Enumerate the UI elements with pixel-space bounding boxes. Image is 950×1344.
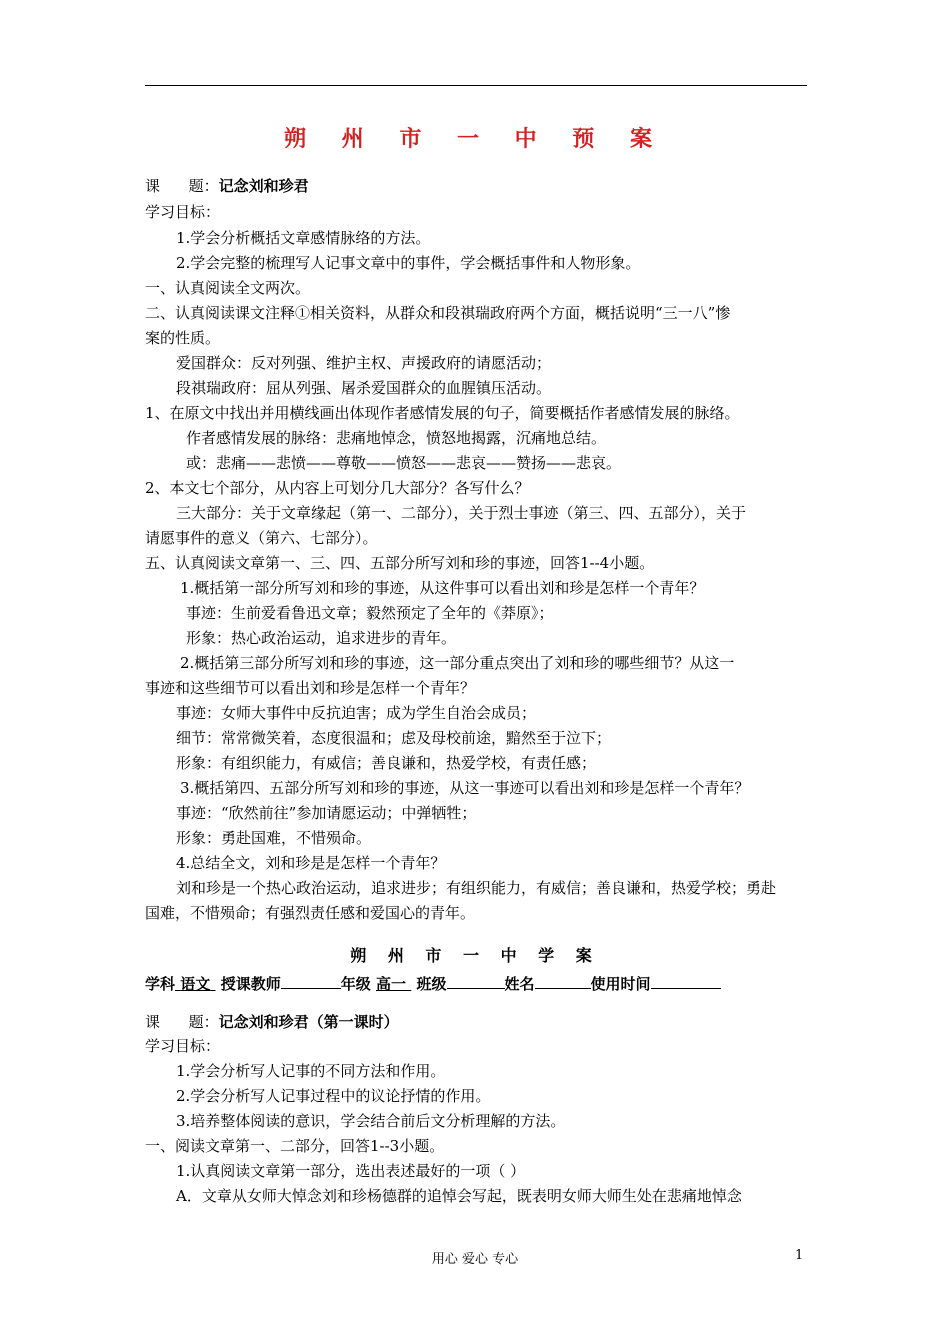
s1-line: 2、本文七个部分，从内容上可划分几大部分？各写什么？ [145,479,530,497]
class-blank[interactable] [447,972,505,989]
topic-line [145,176,309,196]
topic2-line [145,1012,399,1032]
subject-value: 语文 [180,975,211,993]
s1-line: 2.概括第三部分所写刘和珍的事迹，这一部分重点突出了刘和珍的哪些细节？从这一 [180,654,735,672]
s1-line: 五、认真阅读文章第一、三、四、五部分所写刘和珍的事迹，回答1--4小题。 [145,554,655,572]
topic-label: 课 题： [145,177,219,195]
doc-title: 朔 州 市 一 中 预 案 [284,127,666,152]
name-blank[interactable] [535,972,591,989]
subject-label: 学科 [145,975,176,993]
s1-line: 事迹：女师大事件中反抗迫害；成为学生自治会成员； [176,704,537,722]
s1-line: 学习目标： [145,203,221,221]
s1-line: 形象：热心政治运动，追求进步的青年。 [186,629,457,647]
topic2-value: 记念刘和珍君（第一课时） [218,1013,399,1031]
s1-line: 1.概括第一部分所写刘和珍的事迹，从这件事可以看出刘和珍是怎样一个青年？ [180,579,705,597]
topic-value: 记念刘和珍君 [218,177,309,195]
s1-line: 请愿事件的意义（第六、七部分）。 [145,529,378,547]
s1-line: 事迹：“欣然前往”参加请愿运动；中弹牺牲； [176,804,477,822]
grade-value: 高一 [376,975,407,993]
s1-line: 三大部分：关于文章缘起（第一、二部分），关于烈士事迹（第三、四、五部分），关于 [176,504,747,522]
page-number: 1 [795,1248,804,1263]
footer-text: 用心 爱心 专心 [431,1252,519,1267]
s2-line: 一、阅读文章第一、二部分，回答1--3小题。 [145,1137,445,1155]
s1-line: 1.学会分析概括文章感情脉络的方法。 [176,229,431,247]
s1-line: 1、在原文中找出并用横线画出体现作者感情发展的句子，简要概括作者感情发展的脉络。 [145,404,740,422]
time-blank[interactable] [651,972,721,989]
s1-line: 案的性质。 [145,329,221,347]
s1-line: 段祺瑞政府：屈从列强、屠杀爱国群众的血腥镇压活动。 [176,379,552,397]
s2-line: A．文章从女师大悼念刘和珍杨德群的追悼会写起，既表明女师大师生处在悲痛地悼念 [176,1187,742,1205]
s1-line: 2.学会完整的梳理写人记事文章中的事件，学会概括事件和人物形象。 [176,254,641,272]
section2-title: 朔 州 市 一 中 学 案 [350,946,600,965]
s2-line: 1.认真阅读文章第一部分，选出表述最好的一项（ ） [176,1162,526,1180]
s2-line: 1.学会分析写人记事的不同方法和作用。 [176,1062,446,1080]
s1-line: 爱国群众：反对列强、维护主权、声援政府的请愿活动； [176,354,552,372]
grade-label: 年级 [340,975,371,993]
header-rule [145,85,807,86]
s2-line: 3.培养整体阅读的意识，学会结合前后文分析理解的方法。 [176,1112,566,1130]
info-header [145,972,721,995]
s1-line: 形象：勇赴国难，不惜殒命。 [176,829,372,847]
s1-line: 3.概括第四、五部分所写刘和珍的事迹，从这一事迹可以看出刘和珍是怎样一个青年？ [180,779,750,797]
class-label: 班级 [416,975,447,993]
s1-line: 或：悲痛——悲愤——尊敬——愤怒——悲哀——赞扬——悲哀。 [186,454,622,472]
name-label: 姓名 [504,975,535,993]
s1-line: 细节：常常微笑着，态度很温和；虑及母校前途，黯然至于泣下； [176,729,612,747]
s1-line: 刘和珍是一个热心政治运动，追求进步；有组织能力，有威信；善良谦和，热爱学校；勇赴 [176,879,777,897]
s1-line: 事迹：生前爱看鲁迅文章；毅然预定了全年的《莽原》； [186,604,554,622]
s1-line: 作者感情发展的脉络：悲痛地悼念，愤怒地揭露，沉痛地总结。 [186,429,607,447]
s1-line: 形象：有组织能力，有威信；善良谦和，热爱学校，有责任感； [176,754,597,772]
teacher-label: 授课教师 [220,975,281,993]
teacher-blank[interactable] [281,972,341,989]
s1-line: 二、认真阅读课文注释①相关资料，从群众和段祺瑞政府两个方面，概括说明“三一八”惨 [145,304,731,322]
s1-line: 国难，不惜殒命；有强烈责任感和爱国心的青年。 [145,904,476,922]
s1-line: 4.总结全文，刘和珍是是怎样一个青年？ [176,854,446,872]
s1-line: 事迹和这些细节可以看出刘和珍是怎样一个青年？ [145,679,476,697]
topic2-label: 课 题： [145,1013,219,1031]
s2-line: 2.学会分析写人记事过程中的议论抒情的作用。 [176,1087,491,1105]
s2-line: 学习目标： [145,1037,221,1055]
s1-line: 一、认真阅读全文两次。 [145,279,311,297]
time-label: 使用时间 [590,975,651,993]
